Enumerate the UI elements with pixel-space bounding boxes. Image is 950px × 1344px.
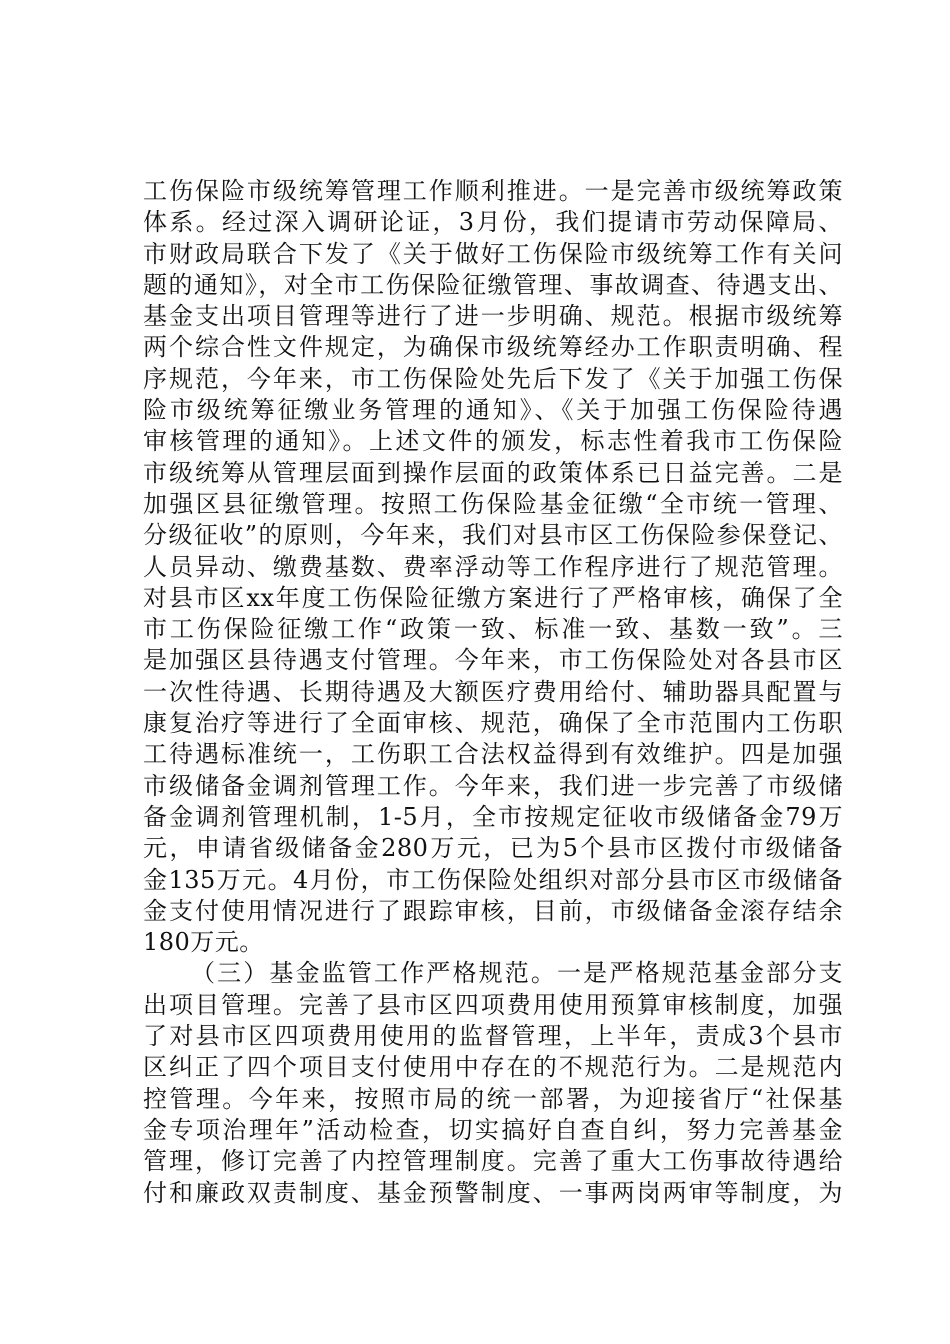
text-line: 对县市区xx年度工伤保险征缴方案进行了严格审核，确保了全 [143,583,843,612]
text-line: 区纠正了四个项目支付使用中存在的不规范行为。二是规范内 [143,1053,843,1082]
text-line: 工伤保险市级统筹管理工作顺利推进。一是完善市级统筹政策 [143,177,843,205]
text-line: 基金支出项目管理等进行了进一步明确、规范。根据市级统筹 [143,302,843,331]
text-line: 市财政局联合下发了《关于做好工伤保险市级统筹工作有关问 [143,239,843,268]
text-line: 体系。经过深入调研论证，3月份，我们提请市劳动保障局、 [143,208,843,237]
text-line: 金135万元。4月份，市工伤保险处组织对部分县市区市级储备 [143,865,843,894]
text-line: 市工伤保险征缴工作“政策一致、标准一致、基数一致”。三 [143,615,843,644]
text-line: 一次性待遇、长期待遇及大额医疗费用给付、辅助器具配置与 [143,677,843,706]
text-line: 市级统筹从管理层面到操作层面的政策体系已日益完善。二是 [143,458,843,487]
text-line: 控管理。今年来，按照市局的统一部署，为迎接省厅“社保基 [143,1084,843,1113]
text-line: 元，申请省级储备金280万元，已为5个县市区拨付市级储备 [143,834,843,863]
text-line: 付和廉政双责制度、基金预警制度、一事两岗两审等制度，为 [143,1178,843,1207]
text-line: （三）基金监管工作严格规范。一是严格规范基金部分支 [191,959,843,988]
text-line: 管理，修订完善了内控管理制度。完善了重大工伤事故待遇给 [143,1147,843,1176]
body-text [143,176,843,1209]
text-line: 题的通知》，对全市工伤保险征缴管理、事故调查、待遇支出、 [143,270,843,299]
text-line: 加强区县征缴管理。按照工伤保险基金征缴“全市统一管理、 [143,489,843,518]
text-line: 了对县市区四项费用使用的监督管理，上半年，责成3个县市 [143,1022,843,1051]
text-line: 两个综合性文件规定，为确保市级统筹经办工作职责明确、程 [143,333,843,362]
text-line: 分级征收”的原则，今年来，我们对县市区工伤保险参保登记、 [143,521,843,550]
text-line: 审核管理的通知》。上述文件的颁发，标志性着我市工伤保险 [143,427,843,456]
text-line: 金专项治理年”活动检查，切实搞好自查自纠，努力完善基金 [143,1115,843,1144]
text-line: 康复治疗等进行了全面审核、规范，确保了全市范围内工伤职 [143,709,843,738]
text-line: 序规范，今年来，市工伤保险处先后下发了《关于加强工伤保 [143,364,843,393]
text-line: 备金调剂管理机制，1-5月，全市按规定征收市级储备金79万 [143,802,843,831]
text-line: 人员异动、缴费基数、费率浮动等工作程序进行了规范管理。 [143,552,843,581]
text-line: 市级储备金调剂管理工作。今年来，我们进一步完善了市级储 [143,771,843,800]
text-line: 金支付使用情况进行了跟踪审核，目前，市级储备金滚存结余 [143,896,843,925]
text-line: 险市级统筹征缴业务管理的通知》、《关于加强工伤保险待遇 [143,396,843,425]
text-line: 180万元。 [143,928,264,957]
text-line: 是加强区县待遇支付管理。今年来，市工伤保险处对各县市区 [143,646,843,675]
text-line: 工待遇标准统一，工伤职工合法权益得到有效维护。四是加强 [143,740,843,769]
text-line: 出项目管理。完善了县市区四项费用使用预算审核制度，加强 [143,990,843,1019]
